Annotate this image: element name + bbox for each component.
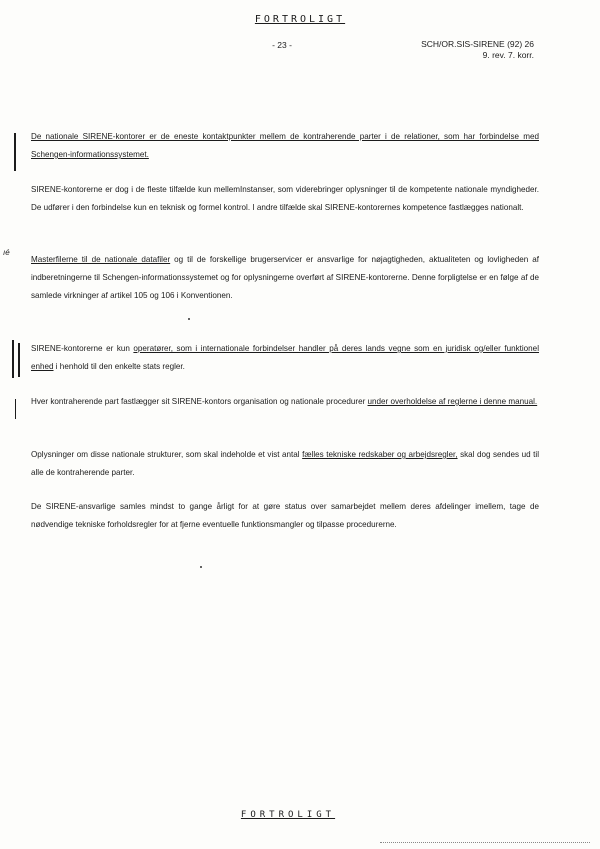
paragraph-6 (31, 446, 539, 482)
scan-edge-noise (380, 842, 590, 845)
paragraph-1-underlined: De nationale SIRENE-kontorer er de eneste kontaktpunkter mellem de kontraherende parter i de relationer, som har forbindelse med Schengen-informationssystemet. (31, 132, 539, 159)
paragraph-3 (31, 251, 539, 305)
paragraph-6-underlined: fælles tekniske redskaber og arbejdsregler, (302, 450, 458, 459)
scan-speck-1 (188, 318, 190, 320)
scan-speck-2 (200, 566, 202, 568)
paragraph-4-text: SIRENE-kontorerne er kun (31, 344, 134, 353)
header-confidential-label: FORTROLIGT (254, 14, 346, 25)
margin-bar-2a (12, 340, 14, 378)
paragraph-6-rest: skal dog sendes ud til alle de kontraherende parter. (31, 450, 539, 477)
paragraph-7 (31, 498, 539, 534)
paragraph-3-underlined: Masterfilerne til de nationale datafiler (31, 255, 171, 264)
margin-bar-1 (14, 133, 16, 171)
paragraph-3-rest: og til de forskellige brugerservicer er ansvarlige for nøjagtigheden, aktualiteten og lovligheden af indberetningerne til Schengen-informationssystemet og for oplysningerne overført af SIRENE-kontorerne. Denne forpligtelse er en følge af de samlede virkninger af artikel 105 og 106 i Konventionen. (31, 255, 539, 300)
paragraph-5-underlined: under overholdelse af reglerne i denne manual. (367, 397, 538, 406)
paragraph-4-rest: i henhold til den enkelte stats regler. (53, 362, 185, 371)
paragraph-4 (31, 340, 539, 376)
page-number: - 23 - (272, 40, 292, 50)
document-reference-line-1: SCH/OR.SIS-SIRENE (92) 26 (421, 39, 534, 49)
paragraph-4-underlined: operatører, som i internationale forbindelser handler på deres lands vegne som en juridisk og/eller funktionel enhed (31, 344, 539, 371)
margin-bar-2b (18, 343, 20, 377)
document-reference-line-2: 9. rev. 7. korr. (482, 50, 534, 60)
paragraph-2 (31, 181, 539, 217)
paragraph-5-text: Hver kontraherende part fastlægger sit SIRENE-kontors organisation og nationale procedurer (31, 397, 368, 406)
footer-confidential-label: FORTROLIGT (240, 810, 336, 820)
paragraph-6-text: Oplysninger om disse nationale strukturer, som skal indeholde et vist antal (31, 450, 303, 459)
paragraph-1 (31, 128, 539, 164)
paragraph-2-text: SIRENE-kontorerne er dog i de fleste tilfælde kun mellemInstanser, som viderebringer oplysninger til de kompetente nationale myndigheder. De udfører i den forbindelse kun en teknisk og formel kontrol. I andre tilfælde skal SIRENE-kontorernes kompetence fastlægges nationalt. (31, 185, 539, 212)
margin-scribble: ıé (3, 248, 10, 257)
paragraph-5 (31, 393, 539, 411)
document-reference (396, 39, 534, 61)
paragraph-7-text: De SIRENE-ansvarlige samles mindst to gange årligt for at gøre status over samarbejdet mellem deres afdelinger imellem, tage de nødvendige tekniske forholdsregler for at fjerne eventuelle funktionsmangler og tilpasse procedurerne. (31, 502, 539, 529)
margin-bar-3 (15, 399, 16, 419)
